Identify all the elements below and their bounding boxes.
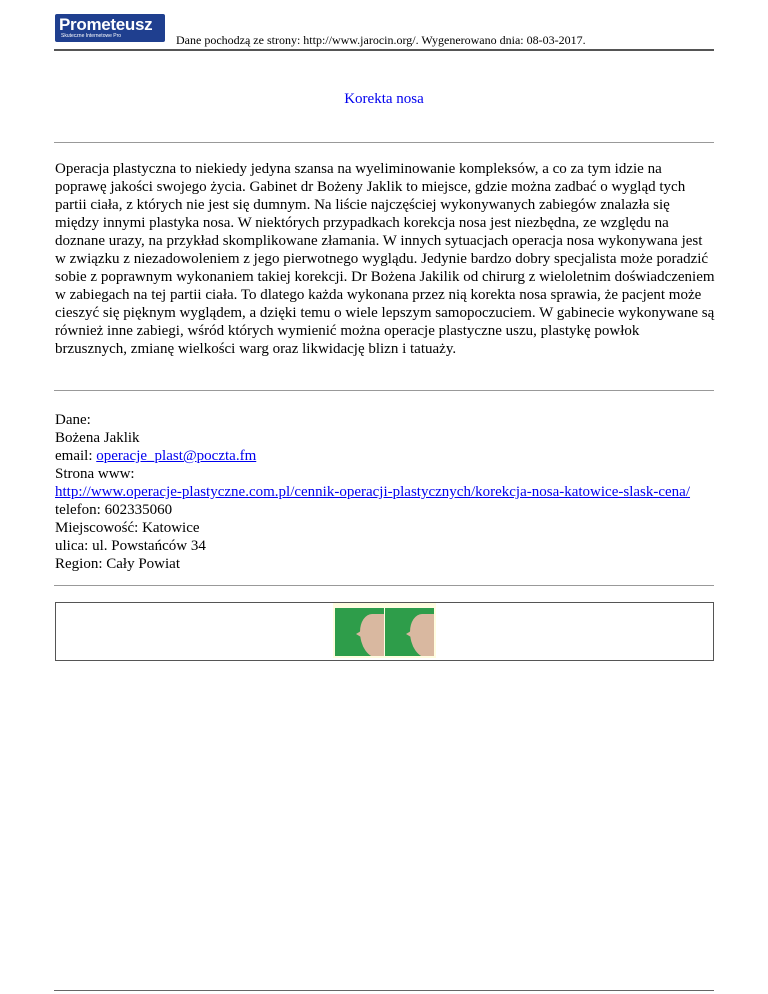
contact-street: ulica: ul. Powstańców 34	[55, 538, 206, 554]
source-note: Dane pochodzą ze strony: http://www.jarocin.org/. Wygenerowano dnia: 08-03-2017.	[176, 33, 586, 47]
title-link[interactable]: Korekta nosa	[344, 91, 424, 107]
site-logo	[55, 14, 165, 42]
contact-phone: telefon: 602335060	[55, 502, 173, 518]
article-body: Operacja plastyczna to niekiedy jedyna szansa na wyeliminowanie kompleksów, a co za tym idzie na poprawę jakości swojego życia. Gabinet dr Bożeny Jaklik to miejsce, gdzie można zadbać o wygląd tych partii ciała, z których nie jest się dumnym. Na liście najczęściej wykonywanych zabiegów znalazła się między innymi plastyka nosa. W niektórych przypadkach korekcja nosa jest niezbędna, ze względu na doznane urazy, na przykład skomplikowane złamania. W innych sytuacjach operacja nosa wykonywana jest w związku z niezadowoleniem z jego pierwotnego wyglądu. Jedynie bardzo dobry specjalista może poradzić sobie z poprawnym wykonaniem takiej korekcji. Dr Bożena Jakilik od chirurg z wieloletnim doświadczeniem w zabiegach na tej partii ciała. To dlatego każda wykonana przez nią korekta nosa sprawia, że pacjent może cieszyć się pięknym wyglądem, a dzięki temu o wiele lepszym samopoczuciem. W gabinecie wykonywane są również inne zabiegi, wśród których wymienić można operacje plastyczne uszu, plastykę powłok brzusznych, zmianę wielkości warg oraz likwidację blizn i tatuaży.	[55, 161, 715, 357]
before-after-nose-photo	[333, 603, 436, 658]
divider	[54, 390, 714, 391]
email-label: email:	[55, 448, 97, 464]
footer-divider	[54, 990, 714, 991]
website-link[interactable]: http://www.operacje-plastyczne.com.pl/cennik-operacji-plastycznych/korekcja-nosa-katowice-slask-cena/	[55, 484, 691, 500]
contact-region: Region: Cały Powiat	[55, 556, 180, 572]
logo-text: Prometeusz	[59, 15, 153, 34]
contact-heading: Dane:	[55, 412, 91, 428]
divider	[54, 142, 714, 143]
header-divider	[54, 49, 714, 51]
contact-city: Miejscowość: Katowice	[55, 520, 200, 536]
contact-email-row	[55, 447, 715, 465]
logo-subtext: Skuteczne Internetowe Pro	[61, 33, 122, 39]
email-link[interactable]: operacje_plast@poczta.fm	[96, 448, 257, 464]
contact-name: Bożena Jaklik	[55, 430, 140, 446]
divider	[54, 585, 714, 586]
www-label: Strona www:	[55, 466, 135, 482]
contact-section	[55, 411, 715, 573]
www-row	[55, 483, 715, 501]
page-title	[0, 91, 768, 108]
before-panel	[335, 608, 384, 656]
after-panel	[385, 608, 434, 656]
